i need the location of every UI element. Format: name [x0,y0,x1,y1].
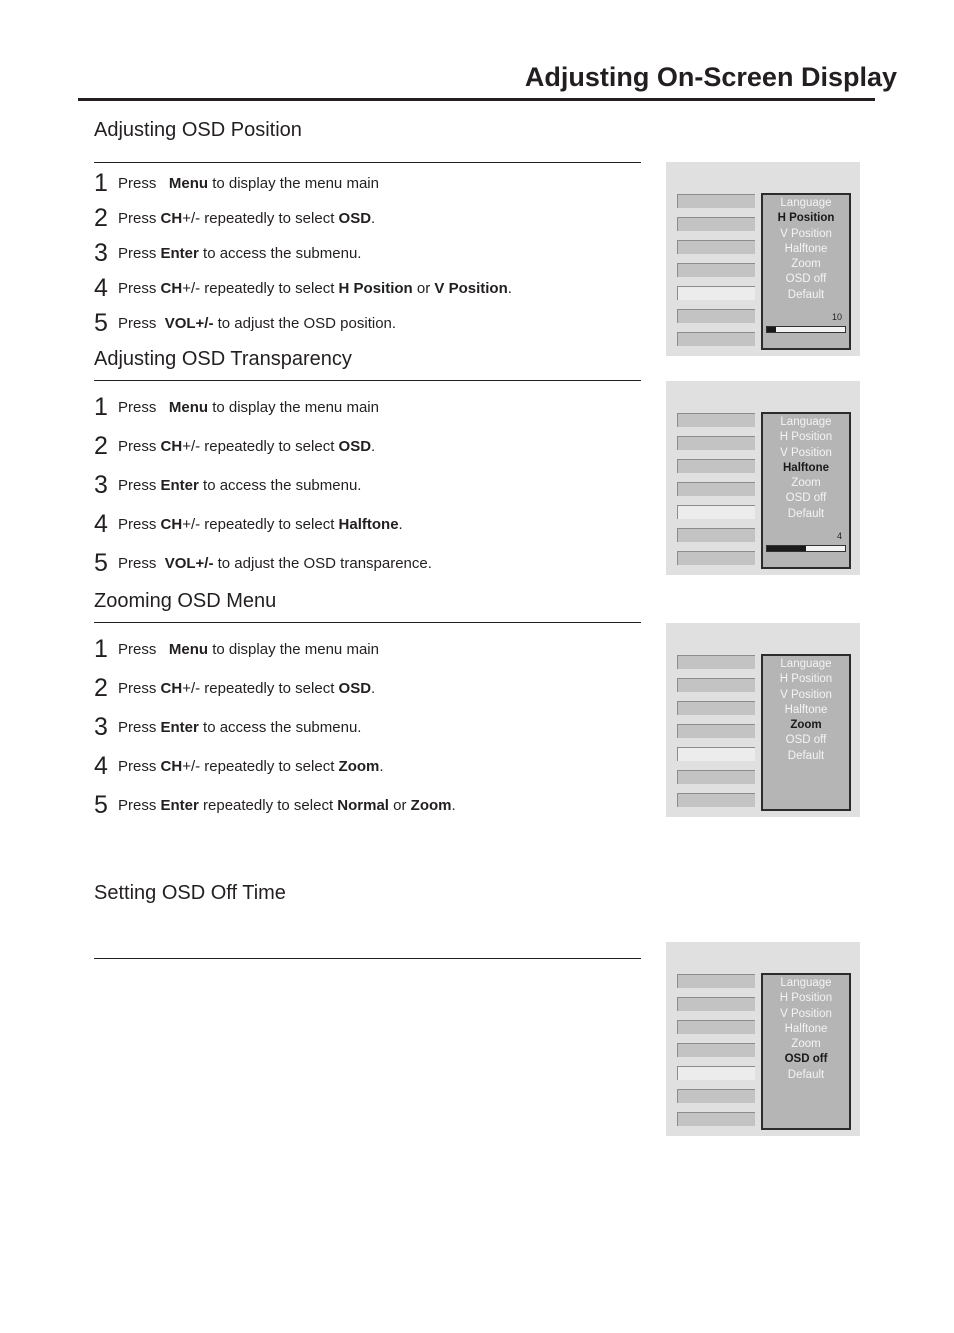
main-menu-bar [677,332,755,346]
section-title: Zooming OSD Menu [94,590,277,612]
osd-menu-screenshot [666,623,860,817]
page-title: Adjusting On-Screen Display [524,62,897,92]
osd-menu-item: OSD off [785,273,827,286]
step-number: 1 [94,393,108,421]
osd-menu-item: V Position [780,688,832,701]
step-text: Press Menu to display the menu main [118,174,379,192]
osd-menu-item: Zoom [791,477,821,490]
osd-menu-item: H Position [779,673,833,686]
step-item [94,273,512,303]
step-item [94,634,379,664]
step-item [94,673,375,703]
main-menu-bar [677,678,755,692]
main-menu-bar [677,505,755,519]
main-menu-bar [677,286,755,300]
section-title: Adjusting OSD Transparency [94,348,352,370]
main-menu-bar [677,459,755,473]
step-text: Press Enter to access the submenu. [118,476,362,494]
osd-submenu [761,973,851,1130]
level-bar-fill [767,546,806,551]
step-item [94,203,375,233]
main-menu-bar [677,436,755,450]
step-number: 1 [94,635,108,663]
main-menu-bar [677,528,755,542]
osd-menu-item: Default [787,507,825,520]
osd-menu-item: V Position [780,1007,832,1020]
title-rule [78,98,875,101]
step-item [94,509,403,539]
main-menu-bar [677,997,755,1011]
step-text: Press CH+/- repeatedly to select OSD. [118,437,376,455]
step-text: Press Menu to display the menu main [118,398,379,416]
osd-menu-item: Default [787,1068,825,1081]
main-menu-bar [677,309,755,323]
osd-submenu-list [763,196,849,303]
step-number: 5 [94,309,108,337]
osd-menu-item: Language [780,416,832,428]
osd-menu-item: H Position [777,212,835,225]
step-number: 2 [94,674,108,702]
step-item [94,790,456,820]
osd-menu-item: Halftone [784,1022,828,1035]
main-menu-bar [677,1089,755,1103]
step-number: 5 [94,791,108,819]
osd-menu-item: H Position [779,431,833,444]
main-menu-bar [677,974,755,988]
main-menu-bar [677,1020,755,1034]
main-menu-bar [677,1043,755,1057]
osd-menu-item: V Position [780,446,832,459]
main-menu-bar [677,655,755,669]
step-text: Press Enter to access the submenu. [118,244,362,262]
osd-menu-item: Default [787,749,825,762]
main-menu-bar [677,263,755,277]
osd-menu-item: OSD off [785,734,827,747]
main-menu-bar [677,1112,755,1126]
osd-submenu [761,654,851,811]
osd-menu-item: Language [780,658,832,670]
main-menu-bar [677,240,755,254]
section-rule [94,958,641,959]
osd-submenu-list [763,415,849,522]
osd-submenu-list [763,657,849,764]
osd-submenu [761,412,851,569]
step-item [94,392,379,422]
section-title: Adjusting OSD Position [94,119,302,141]
osd-menu-screenshot [666,942,860,1136]
section-rule [94,380,641,381]
level-bar-fill [767,327,776,332]
section-rule [94,162,641,163]
step-text: Press Enter repeatedly to select Normal or Zoom. [118,796,456,814]
main-menu-bar [677,747,755,761]
osd-menu-screenshot [666,381,860,575]
osd-menu-item: Language [780,977,832,989]
step-text: Press CH+/- repeatedly to select OSD. [118,209,376,227]
step-number: 3 [94,713,108,741]
osd-menu-item: Halftone [783,461,829,474]
step-text: Press CH+/- repeatedly to select Zoom. [118,757,384,775]
step-number: 4 [94,752,108,780]
osd-menu-item: Zoom [790,719,822,732]
osd-menu-item: Language [780,197,832,209]
osd-menu-item: OSD off [784,1053,828,1066]
step-number: 5 [94,549,108,577]
step-number: 2 [94,204,108,232]
main-menu-bar [677,551,755,565]
main-menu-bar [677,1066,755,1080]
step-number: 3 [94,471,108,499]
step-item [94,308,396,338]
osd-menu-item: Default [787,288,825,301]
step-number: 4 [94,510,108,538]
step-text: Press CH+/- repeatedly to select Halftone. [118,515,403,533]
main-menu-bar [677,770,755,784]
osd-menu-item: V Position [780,227,832,240]
level-value: 10 [831,312,842,322]
osd-menu-item: Halftone [784,703,828,716]
level-bar [766,545,846,552]
step-text: Press CH+/- repeatedly to select H Position or V Position. [118,279,512,297]
step-text: Press VOL+/- to adjust the OSD transparence. [118,554,432,572]
step-item [94,751,384,781]
step-item [94,470,361,500]
step-number: 4 [94,274,108,302]
osd-menu-item: OSD off [785,492,827,505]
step-number: 2 [94,432,108,460]
section-rule [94,622,641,623]
step-text: Press Enter to access the submenu. [118,718,362,736]
main-menu-bar [677,724,755,738]
main-menu-bar [677,482,755,496]
main-menu-bar [677,413,755,427]
main-menu-bar [677,217,755,231]
main-menu-bar [677,793,755,807]
step-item [94,168,379,198]
step-item [94,238,361,268]
osd-submenu-list [763,976,849,1083]
main-menu-bar [677,701,755,715]
step-number: 3 [94,239,108,267]
step-number: 1 [94,169,108,197]
main-menu-bar [677,194,755,208]
section-title: Setting OSD Off Time [94,882,286,904]
level-bar [766,326,846,333]
osd-menu-item: Zoom [791,1038,821,1051]
osd-submenu [761,193,851,350]
step-item [94,431,375,461]
osd-menu-item: H Position [779,992,833,1005]
osd-menu-screenshot [666,162,860,356]
step-item [94,548,432,578]
osd-menu-item: Halftone [784,242,828,255]
osd-menu-item: Zoom [791,258,821,271]
step-item [94,712,361,742]
step-text: Press CH+/- repeatedly to select OSD. [118,679,376,697]
step-text: Press Menu to display the menu main [118,640,379,658]
level-value: 4 [836,531,842,541]
step-text: Press VOL+/- to adjust the OSD position. [118,314,397,332]
